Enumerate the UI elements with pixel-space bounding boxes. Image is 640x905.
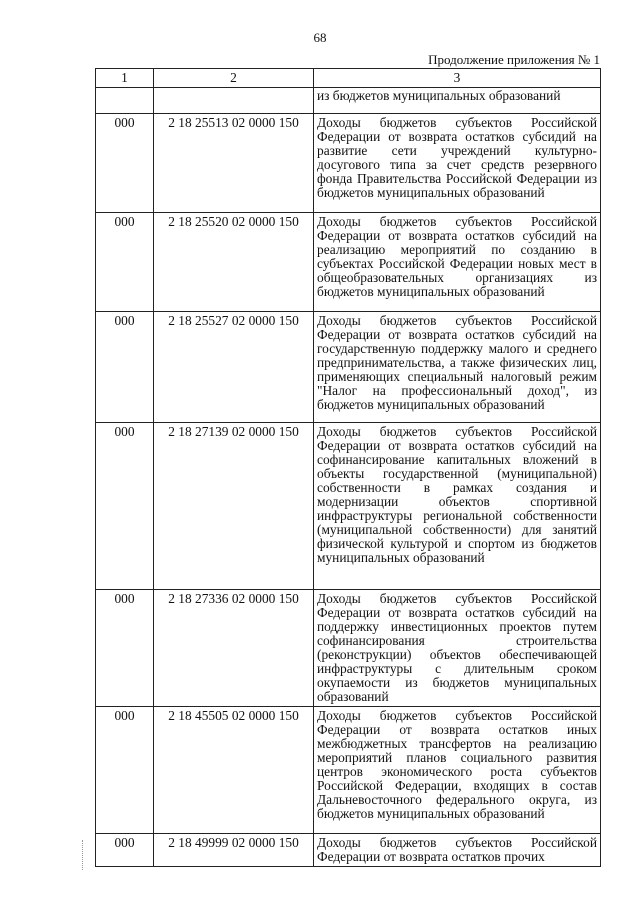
revenue-description-cell: Доходы бюджетов субъектов Российской Федерации от возврата остатков прочих: [314, 834, 601, 867]
table-row: [96, 707, 601, 834]
revenue-description-cell: Доходы бюджетов субъектов Российской Федерации от возврата остатков иных межбюджетных трансфертов на реализацию мероприятий планов социального развития центров экономического роста субъектов Российской Федерации, входящих в состав Дальневосточного федерального округа, из бюджетов муниципальных образований: [314, 707, 601, 834]
column-header-2: 2: [154, 69, 314, 88]
revenue-code-cell: 2 18 25513 02 0000 150: [154, 114, 314, 213]
table-row: [96, 88, 601, 114]
admin-code-cell: 000: [96, 114, 154, 213]
table-row: [96, 834, 601, 867]
admin-code-cell: 000: [96, 590, 154, 707]
revenue-description-cell: Доходы бюджетов субъектов Российской Федерации от возврата остатков субсидий на государственную поддержку малого и среднего предпринимательства, а также физических лиц, применяющих специальный налоговый режим "Налог на профессиональный доход", из бюджетов муниципальных образований: [314, 312, 601, 423]
table-row: [96, 590, 601, 707]
revenue-code-cell: 2 18 27336 02 0000 150: [154, 590, 314, 707]
admin-code-cell: 000: [96, 213, 154, 312]
revenue-code-cell: 2 18 49999 02 0000 150: [154, 834, 314, 867]
revenue-description-cell: Доходы бюджетов субъектов Российской Федерации от возврата остатков субсидий на софинансирование капитальных вложений в объекты государственной (муниципальной) собственности в рамках создания и модернизации объектов спортивной инфраструктуры региональной собственности (муниципальной собственности) для занятий физической культурой и спортом из бюджетов муниципальных образований: [314, 423, 601, 590]
column-header-1: 1: [96, 69, 154, 88]
revenue-code-cell: 2 18 45505 02 0000 150: [154, 707, 314, 834]
continuation-label: Продолжение приложения № 1: [428, 52, 600, 67]
revenue-code-cell: 2 18 25527 02 0000 150: [154, 312, 314, 423]
table-row: [96, 213, 601, 312]
admin-code-cell: 000: [96, 834, 154, 867]
admin-code-cell: 000: [96, 312, 154, 423]
scan-margin-marks: [82, 840, 85, 870]
revenue-code-cell: 2 18 25520 02 0000 150: [154, 213, 314, 312]
admin-code-cell: 000: [96, 707, 154, 834]
budget-classification-table: [95, 68, 601, 867]
column-header-3: 3: [314, 69, 601, 88]
revenue-code-cell: 2 18 27139 02 0000 150: [154, 423, 314, 590]
admin-code-cell: [96, 88, 154, 114]
page-number: 68: [313, 30, 327, 45]
admin-code-cell: 000: [96, 423, 154, 590]
revenue-description-cell: Доходы бюджетов субъектов Российской Федерации от возврата остатков субсидий на развитие сети учреждений культурно-досугового типа за счет средств резервного фонда Правительства Российской Федерации из бюджетов муниципальных образований: [314, 114, 601, 213]
revenue-description-cell: Доходы бюджетов субъектов Российской Федерации от возврата остатков субсидий на поддержку инвестиционных проектов путем софинансирования строительства (реконструкции) объектов обеспечивающей инфраструктуры с длительным сроком окупаемости из бюджетов муниципальных образований: [314, 590, 601, 707]
revenue-code-cell: [154, 88, 314, 114]
revenue-description-cell: из бюджетов муниципальных образований: [314, 88, 601, 114]
table-row: [96, 312, 601, 423]
table-row: [96, 423, 601, 590]
table-header-row: [96, 69, 601, 88]
table-row: [96, 114, 601, 213]
revenue-description-cell: Доходы бюджетов субъектов Российской Федерации от возврата остатков субсидий на реализацию мероприятий по созданию в субъектах Российской Федерации новых мест в общеобразовательных организациях из бюджетов муниципальных образований: [314, 213, 601, 312]
